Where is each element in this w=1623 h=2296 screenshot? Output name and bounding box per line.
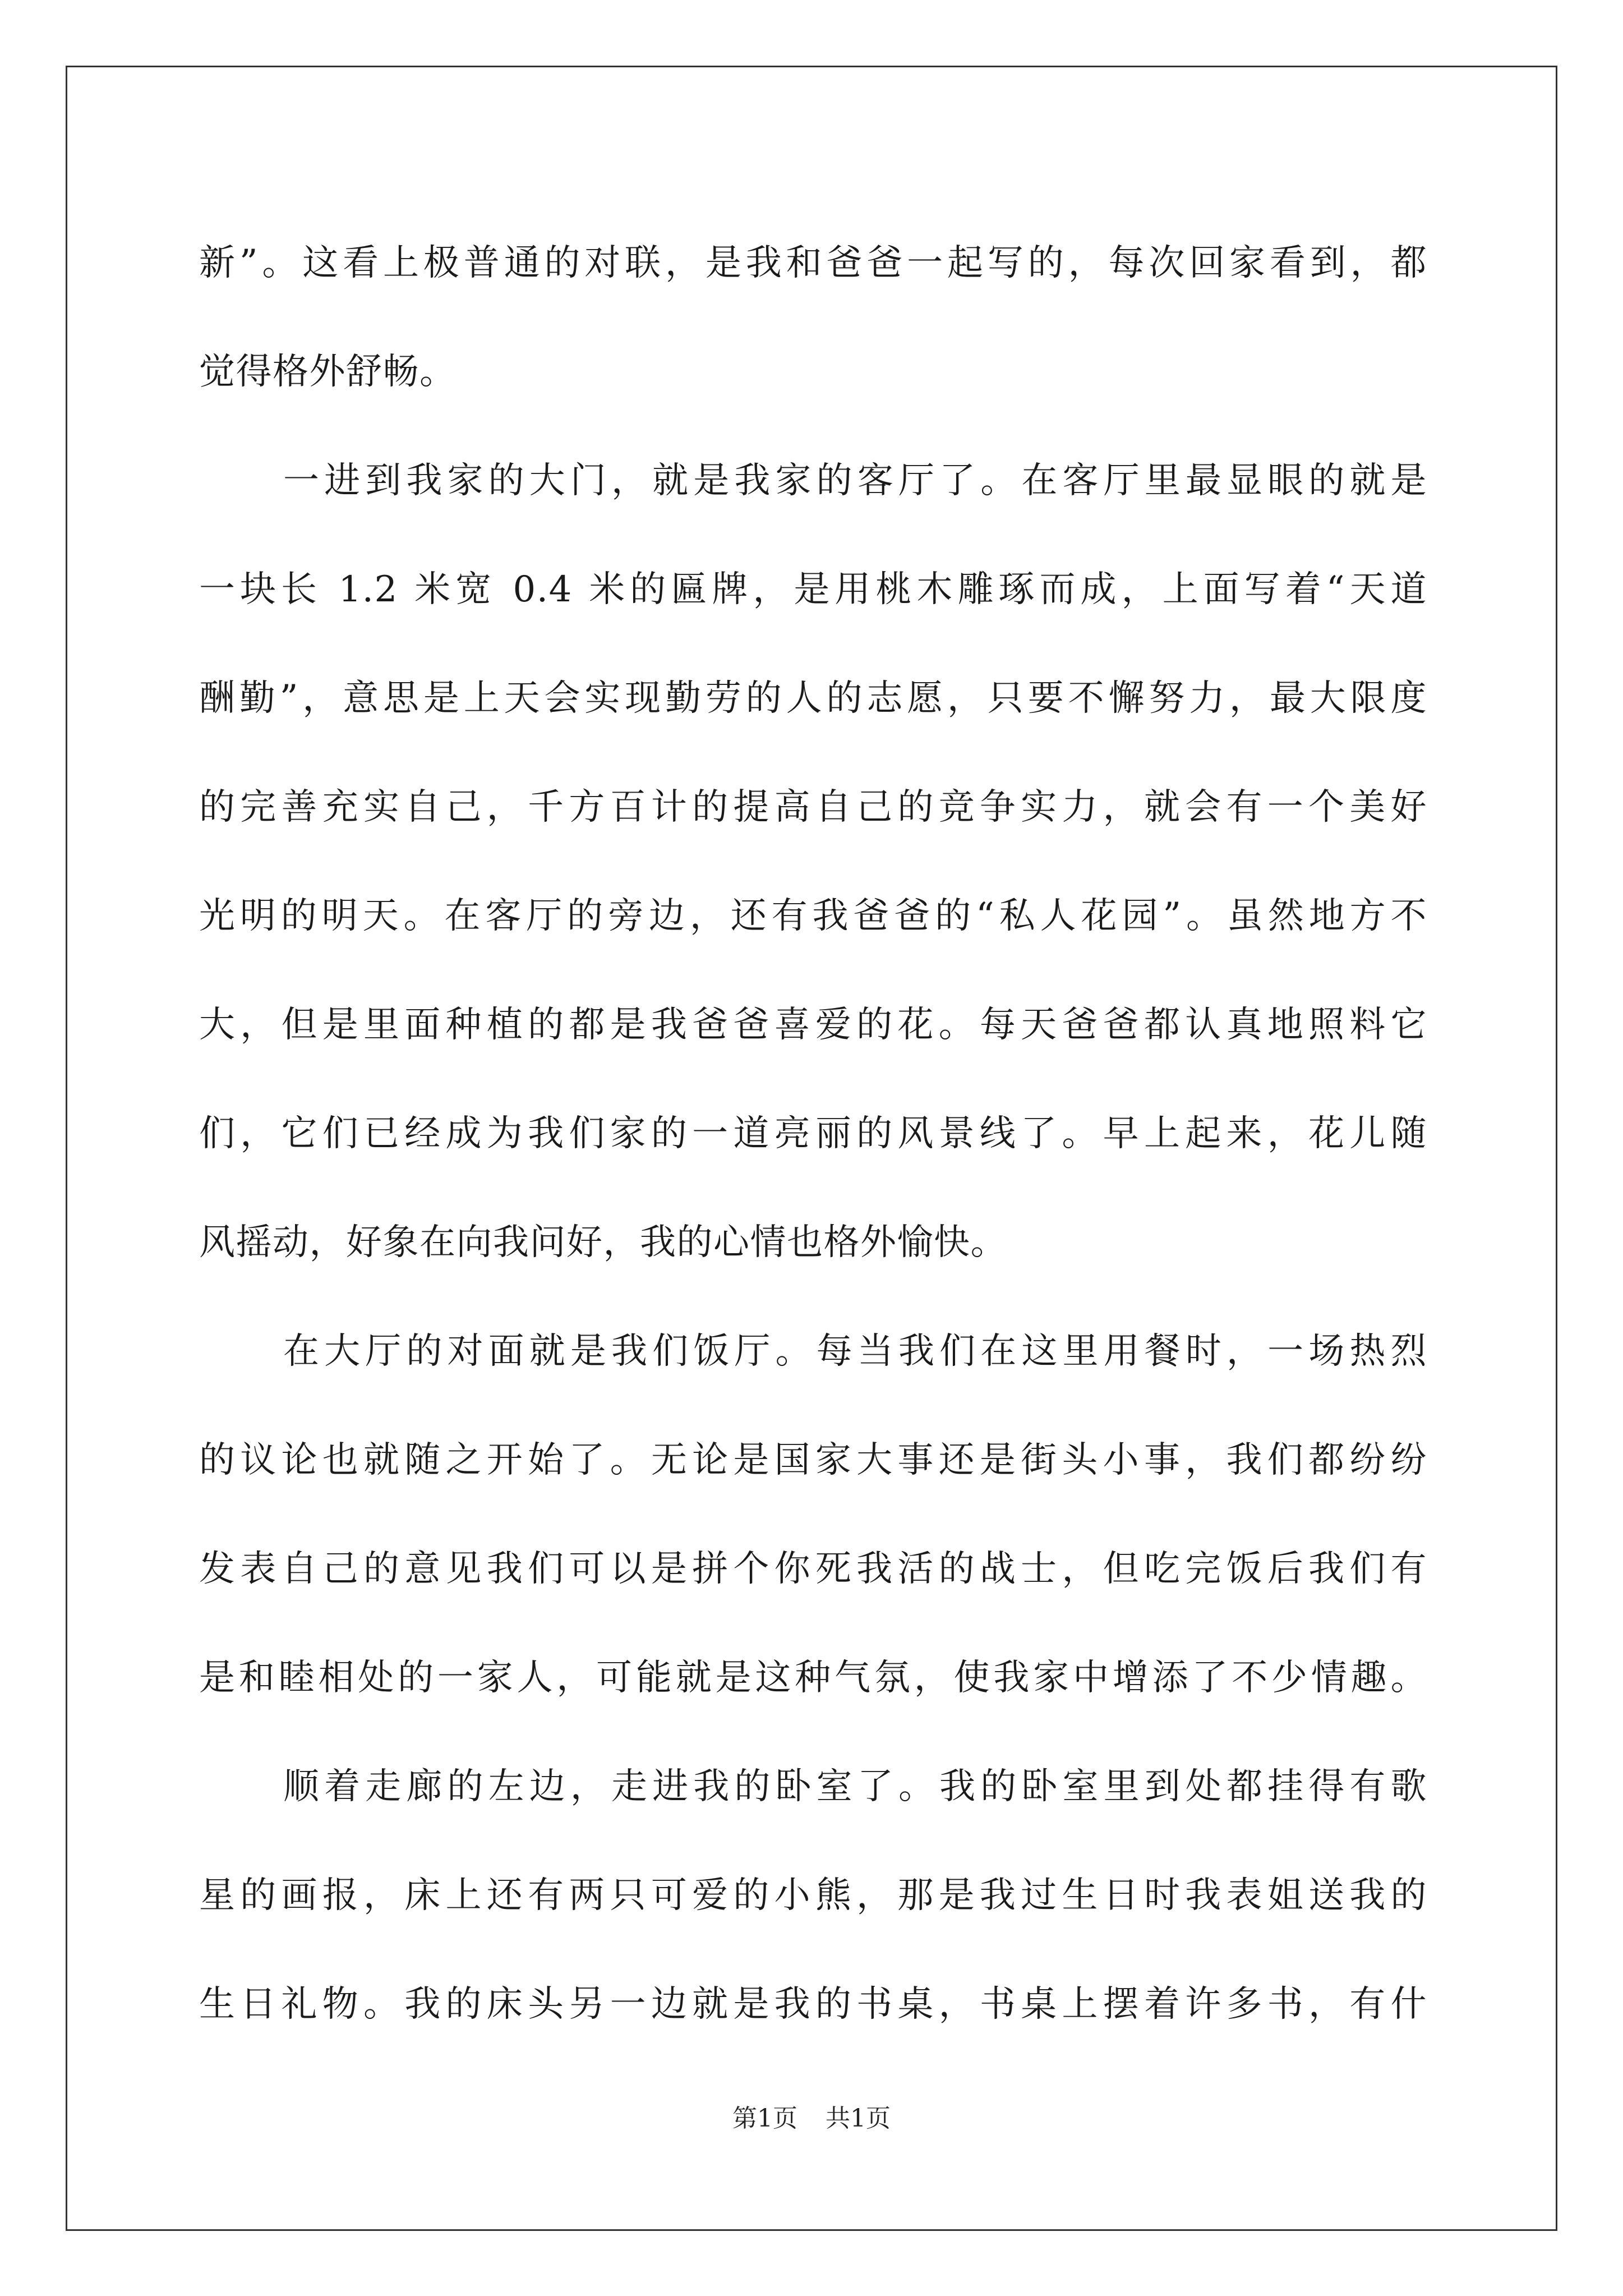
text-line: 们，它们已经成为我们家的一道亮丽的风景线了。早上起来，花儿随 — [199, 1113, 1427, 1154]
document-body — [199, 209, 1427, 2059]
text-line: 酬勤”，意思是上天会实现勤劳的人的志愿，只要不懈努力，最大限度 — [199, 678, 1427, 719]
paragraph-first-line: 顺着走廊的左边，走进我的卧室了。我的卧室里到处都挂得有歌 — [283, 1766, 1427, 1807]
text-line: 星的画报，床上还有两只可爱的小熊，那是我过生日时我表姐送我的 — [199, 1875, 1427, 1916]
text-line: 的议论也就随之开始了。无论是国家大事还是街头小事，我们都纷纷 — [199, 1439, 1427, 1481]
text-line: 生日礼物。我的床头另一边就是我的书桌，书桌上摆着许多书，有什 — [199, 1984, 1427, 2025]
text-line: 大，但是里面种植的都是我爸爸喜爱的花。每天爸爸都认真地照料它 — [199, 1004, 1427, 1046]
page-footer — [0, 2098, 1623, 2134]
page-number-total: 共1页 — [826, 2104, 891, 2133]
text-line: 的完善充实自己，千方百计的提高自己的竞争实力，就会有一个美好 — [199, 786, 1427, 828]
text-line: 风摇动，好象在向我问好，我的心情也格外愉快。 — [199, 1222, 1007, 1263]
text-line: 一块长 1.2 米宽 0.4 米的匾牌，是用桃木雕琢而成，上面写着“天道 — [199, 569, 1427, 610]
text-line: 光明的明天。在客厅的旁边，还有我爸爸的“私人花园”。虽然地方不 — [199, 895, 1427, 937]
text-line: 是和睦相处的一家人，可能就是这种气氛，使我家中增添了不少情趣。 — [199, 1657, 1427, 1699]
text-line: 发表自己的意见我们可以是拼个你死我活的战士，但吃完饭后我们有 — [199, 1548, 1427, 1590]
paragraph-first-line: 一进到我家的大门，就是我家的客厅了。在客厅里最显眼的就是 — [283, 460, 1427, 501]
page-number-current: 第1页 — [732, 2104, 797, 2133]
text-line: 觉得格外舒畅。 — [199, 351, 457, 393]
paragraph-first-line: 在大厅的对面就是我们饭厅。每当我们在这里用餐时，一场热烈 — [283, 1331, 1427, 1372]
text-line: 新”。这看上极普通的对联，是我和爸爸一起写的，每次回家看到，都 — [199, 242, 1427, 284]
